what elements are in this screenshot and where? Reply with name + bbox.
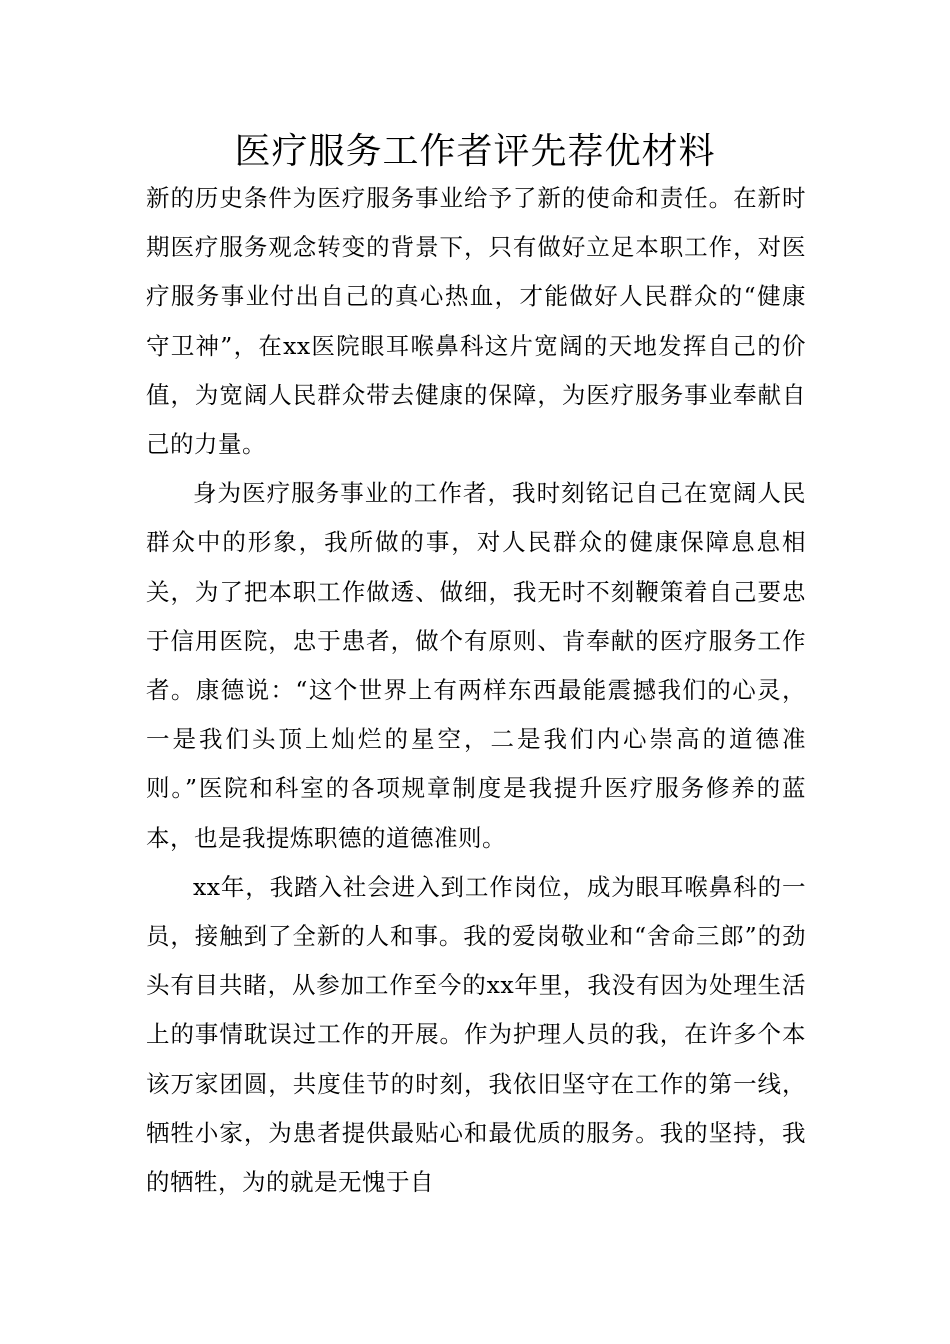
paragraph-1: 新的历史条件为医疗服务事业给予了新的使命和责任。在新时期医疗服务观念转变的背景下，只有做好立足本职工作，对医疗服务事业付出自己的真心热血，才能做好人民群众的“健康守卫神”，在xx医院眼耳喉鼻科这片宽阔的天地发挥自己的价值，为宽阔人民群众带去健康的保障，为医疗服务事业奉献自己的力量。 [146,184,806,459]
paragraph-3: xx年，我踏入社会进入到工作岗位，成为眼耳喉鼻科的一员，接触到了全新的人和事。我的爱岗敬业和“舍命三郎”的劲头有目共睹，从参加工作至今的xx年里，我没有因为处理生活上的事情耽误过工作的开展。作为护理人员的我，在许多个本该万家团圆，共度佳节的时刻，我依旧坚守在工作的第一线，牺牲小家，为患者提供最贴心和最优质的服务。我的坚持，我的牺牲，为的就是无愧于自 [146,872,806,1197]
document-body [146,174,806,1207]
paragraph-2: 身为医疗服务事业的工作者，我时刻铭记自己在宽阔人民群众中的形象，我所做的事，对人民群众的健康保障息息相关，为了把本职工作做透、做细，我无时不刻鞭策着自己要忠于信用医院，忠于患者，做个有原则、肯奉献的医疗服务工作者。康德说：“这个世界上有两样东西最能震撼我们的心灵，一是我们头顶上灿烂的星空，二是我们内心崇高的道德准则。”医院和科室的各项规章制度是我提升医疗服务修养的蓝本，也是我提炼职德的道德准则。 [146,479,806,852]
document-title: 医疗服务工作者评先荐优材料 [234,131,716,172]
